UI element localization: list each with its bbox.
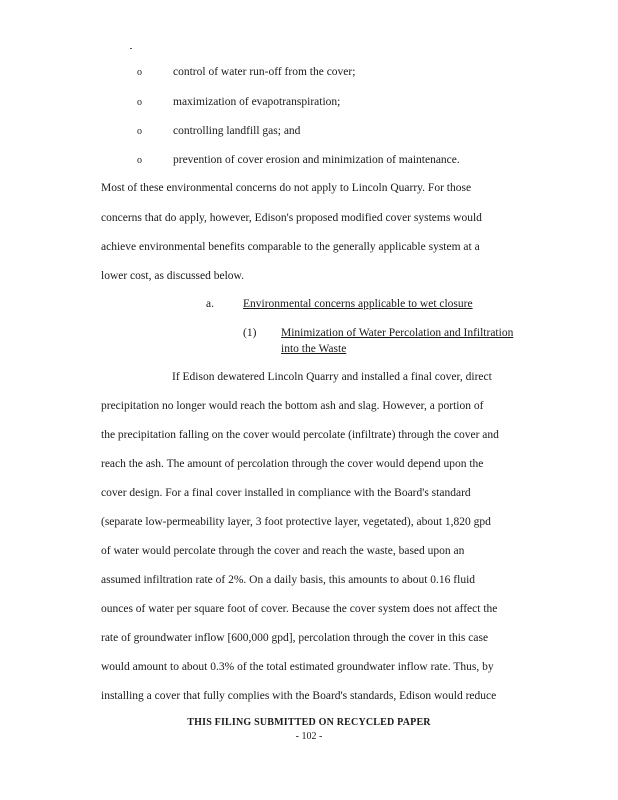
body-text-line: installing a cover that fully complies with the Board's standards, Edison would reduce xyxy=(101,690,497,702)
body-text-line: achieve environmental benefits comparable to the generally applicable system at a xyxy=(101,241,480,253)
body-text-line: (separate low-permeability layer, 3 foot protective layer, vegetated), about 1,820 gpd xyxy=(101,516,491,528)
body-text-line: lower cost, as discussed below. xyxy=(101,270,244,282)
body-text-line: concerns that do apply, however, Edison's proposed modified cover systems would xyxy=(101,212,482,224)
body-text-line: assumed infiltration rate of 2%. On a daily basis, this amounts to about 0.16 fluid xyxy=(101,574,476,586)
section-heading: Environmental concerns applicable to wet closure xyxy=(243,298,473,310)
subsection-heading-line2: into the Waste xyxy=(281,343,347,355)
subsection-heading-line1: Minimization of Water Percolation and Infiltration xyxy=(281,327,514,339)
body-text-line: would amount to about 0.3% of the total estimated groundwater inflow rate. Thus, by xyxy=(101,661,494,673)
bullet-marker: o xyxy=(137,67,142,78)
body-text-line: reach the ash. The amount of percolation through the cover would depend upon the xyxy=(101,458,484,470)
body-text-line: Most of these environmental concerns do not apply to Lincoln Quarry. For those xyxy=(101,182,472,194)
bullet-item-text: prevention of cover erosion and minimization of maintenance. xyxy=(173,154,460,166)
body-text-line: of water would percolate through the cover and reach the waste, based upon an xyxy=(101,545,465,557)
section-label: a. xyxy=(206,298,214,310)
bullet-item-text: control of water run-off from the cover; xyxy=(173,66,356,78)
bullet-marker: o xyxy=(137,126,142,137)
bullet-marker: o xyxy=(137,155,142,166)
bullet-marker: o xyxy=(137,97,142,108)
body-text-line: rate of groundwater inflow [600,000 gpd], percolation through the cover in this case xyxy=(101,632,489,644)
body-text-line: If Edison dewatered Lincoln Quarry and installed a final cover, direct xyxy=(172,371,492,383)
page-number: - 102 - xyxy=(295,731,323,742)
subsection-label: (1) xyxy=(243,327,257,339)
footer-recycled-notice: THIS FILING SUBMITTED ON RECYCLED PAPER xyxy=(187,717,431,728)
scan-speck xyxy=(130,48,132,49)
body-text-line: the precipitation falling on the cover would percolate (infiltrate) through the cover and xyxy=(101,429,499,441)
body-text-line: precipitation no longer would reach the bottom ash and slag. However, a portion of xyxy=(101,400,484,412)
body-text-line: ounces of water per square foot of cover. Because the cover system does not affect the xyxy=(101,603,498,615)
bullet-item-text: controlling landfill gas; and xyxy=(173,125,301,137)
body-text-line: cover design. For a final cover installed in compliance with the Board's standard xyxy=(101,487,471,499)
bullet-item-text: maximization of evapotranspiration; xyxy=(173,96,341,108)
